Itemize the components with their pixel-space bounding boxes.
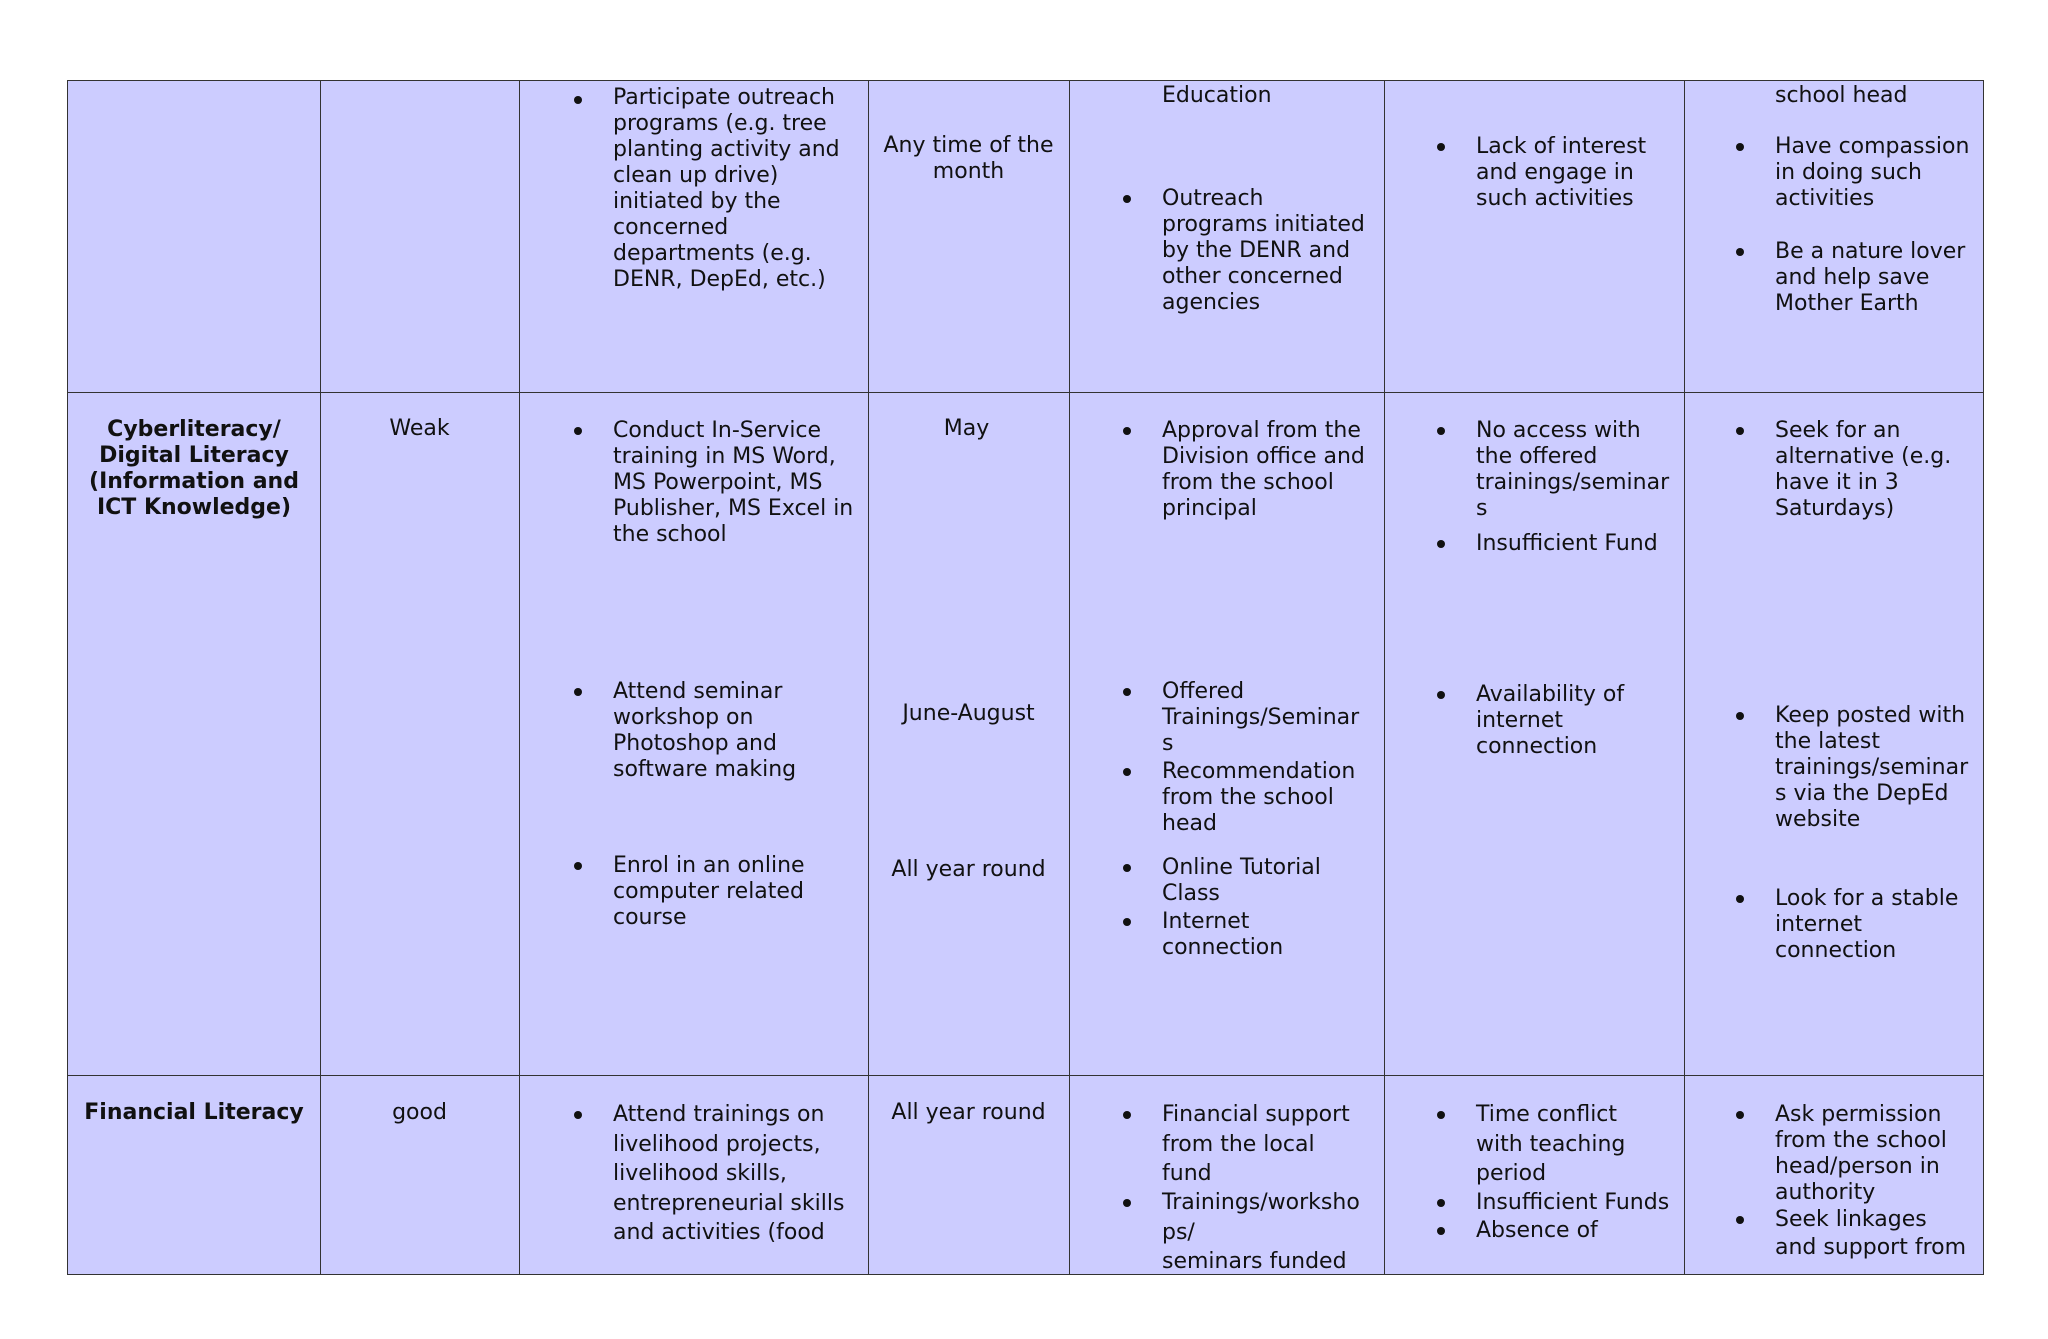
bullet-icon — [1123, 768, 1131, 776]
bullet-icon — [1123, 688, 1131, 696]
intervention-item: Ask permission from the school head/person in authority — [1775, 1102, 1947, 1205]
bullet-icon — [1123, 1111, 1131, 1119]
resource-item: Online Tutorial Class — [1162, 855, 1321, 906]
bullet-icon — [1736, 1111, 1744, 1119]
development-plan-table — [67, 80, 1984, 1275]
bullet-icon — [574, 862, 582, 870]
intervention-item: Have compassion in doing such activities — [1775, 134, 1970, 211]
bullet-icon — [1736, 427, 1744, 435]
resource-item: Financial support from the local fund — [1162, 1102, 1350, 1186]
bullet-icon — [1437, 540, 1445, 548]
challenge-item: Insufficient Fund — [1476, 531, 1658, 556]
bullet-icon — [1123, 1199, 1131, 1207]
bullet-icon — [1437, 1227, 1445, 1235]
time-frame: All year round — [891, 1100, 1046, 1125]
bullet-icon — [1736, 1216, 1744, 1224]
bullet-icon — [1736, 248, 1744, 256]
activity-item: Participate outreach programs (e.g. tree planting activity and clean up drive) initiated by the concerned departments (e.g. DENR, DepEd, etc.) — [613, 85, 840, 292]
resource-item: Internet connection — [1162, 909, 1284, 960]
bullet-icon — [1437, 427, 1445, 435]
competency-area: Financial Literacy — [84, 1100, 304, 1125]
activity-item: Attend seminar workshop on Photoshop and software making — [613, 679, 797, 782]
challenge-item: Absence of — [1476, 1218, 1598, 1243]
challenge-item: Availability of internet connection — [1476, 682, 1625, 759]
intervention-item: Be a nature lover and help save Mother Earth — [1775, 239, 1966, 316]
proficiency-level: good — [392, 1100, 447, 1125]
bullet-icon — [1123, 427, 1131, 435]
bullet-icon — [1736, 143, 1744, 151]
challenge-item: Lack of interest and engage in such activities — [1476, 134, 1647, 211]
intervention-item: Look for a stable internet connection — [1775, 886, 1959, 963]
resource-item: Offered Trainings/Seminar s — [1162, 679, 1360, 756]
time-frame: Any time of the month — [883, 133, 1054, 184]
resource-item: Education — [1162, 83, 1272, 108]
intervention-item: school head — [1775, 83, 1908, 108]
column-divider — [1684, 81, 1685, 1274]
bullet-icon — [1437, 1199, 1445, 1207]
resource-item: Trainings/worksho ps/ seminars funded — [1162, 1190, 1360, 1274]
intervention-item: Seek for an alternative (e.g. have it in 3 Saturdays) — [1775, 418, 1952, 521]
bullet-icon — [1437, 691, 1445, 699]
resource-item: Recommendation from the school head — [1162, 759, 1356, 836]
bullet-icon — [1123, 195, 1131, 203]
bullet-icon — [574, 427, 582, 435]
proficiency-level: Weak — [389, 416, 450, 441]
bullet-icon — [574, 688, 582, 696]
row-divider — [68, 392, 1983, 393]
competency-area: Cyberliteracy/ Digital Literacy (Information and ICT Knowledge) — [89, 417, 299, 520]
bullet-icon — [1736, 712, 1744, 720]
challenge-item: Time conflict with teaching period — [1476, 1102, 1626, 1186]
bullet-icon — [1437, 1111, 1445, 1119]
column-divider — [320, 81, 321, 1274]
resource-item: Approval from the Division office and from the school principal — [1162, 418, 1365, 521]
activity-item: Conduct In-Service training in MS Word, MS Powerpoint, MS Publisher, MS Excel in the school — [613, 418, 854, 547]
column-divider — [1069, 81, 1070, 1274]
resource-item: Outreach programs initiated by the DENR and other concerned agencies — [1162, 186, 1365, 315]
activity-item: Attend trainings on livelihood projects, livelihood skills, entrepreneurial skills and activities (food — [613, 1102, 845, 1245]
time-frame: June-August — [902, 701, 1035, 726]
row-divider — [68, 1075, 1983, 1076]
time-frame: All year round — [891, 857, 1046, 882]
bullet-icon — [1437, 143, 1445, 151]
bullet-icon — [1736, 895, 1744, 903]
bullet-icon — [1123, 918, 1131, 926]
challenge-item: No access with the offered trainings/seminar s — [1476, 418, 1670, 521]
activity-item: Enrol in an online computer related course — [613, 853, 805, 930]
column-divider — [868, 81, 869, 1274]
bullet-icon — [574, 1111, 582, 1119]
intervention-item: Seek linkages and support from — [1775, 1207, 1967, 1260]
bullet-icon — [1123, 864, 1131, 872]
challenge-item: Insufficient Funds — [1476, 1190, 1670, 1215]
time-frame: May — [943, 416, 990, 441]
intervention-item: Keep posted with the latest trainings/seminar s via the DepEd website — [1775, 703, 1969, 832]
column-divider — [1384, 81, 1385, 1274]
bullet-icon — [574, 96, 582, 104]
column-divider — [519, 81, 520, 1274]
